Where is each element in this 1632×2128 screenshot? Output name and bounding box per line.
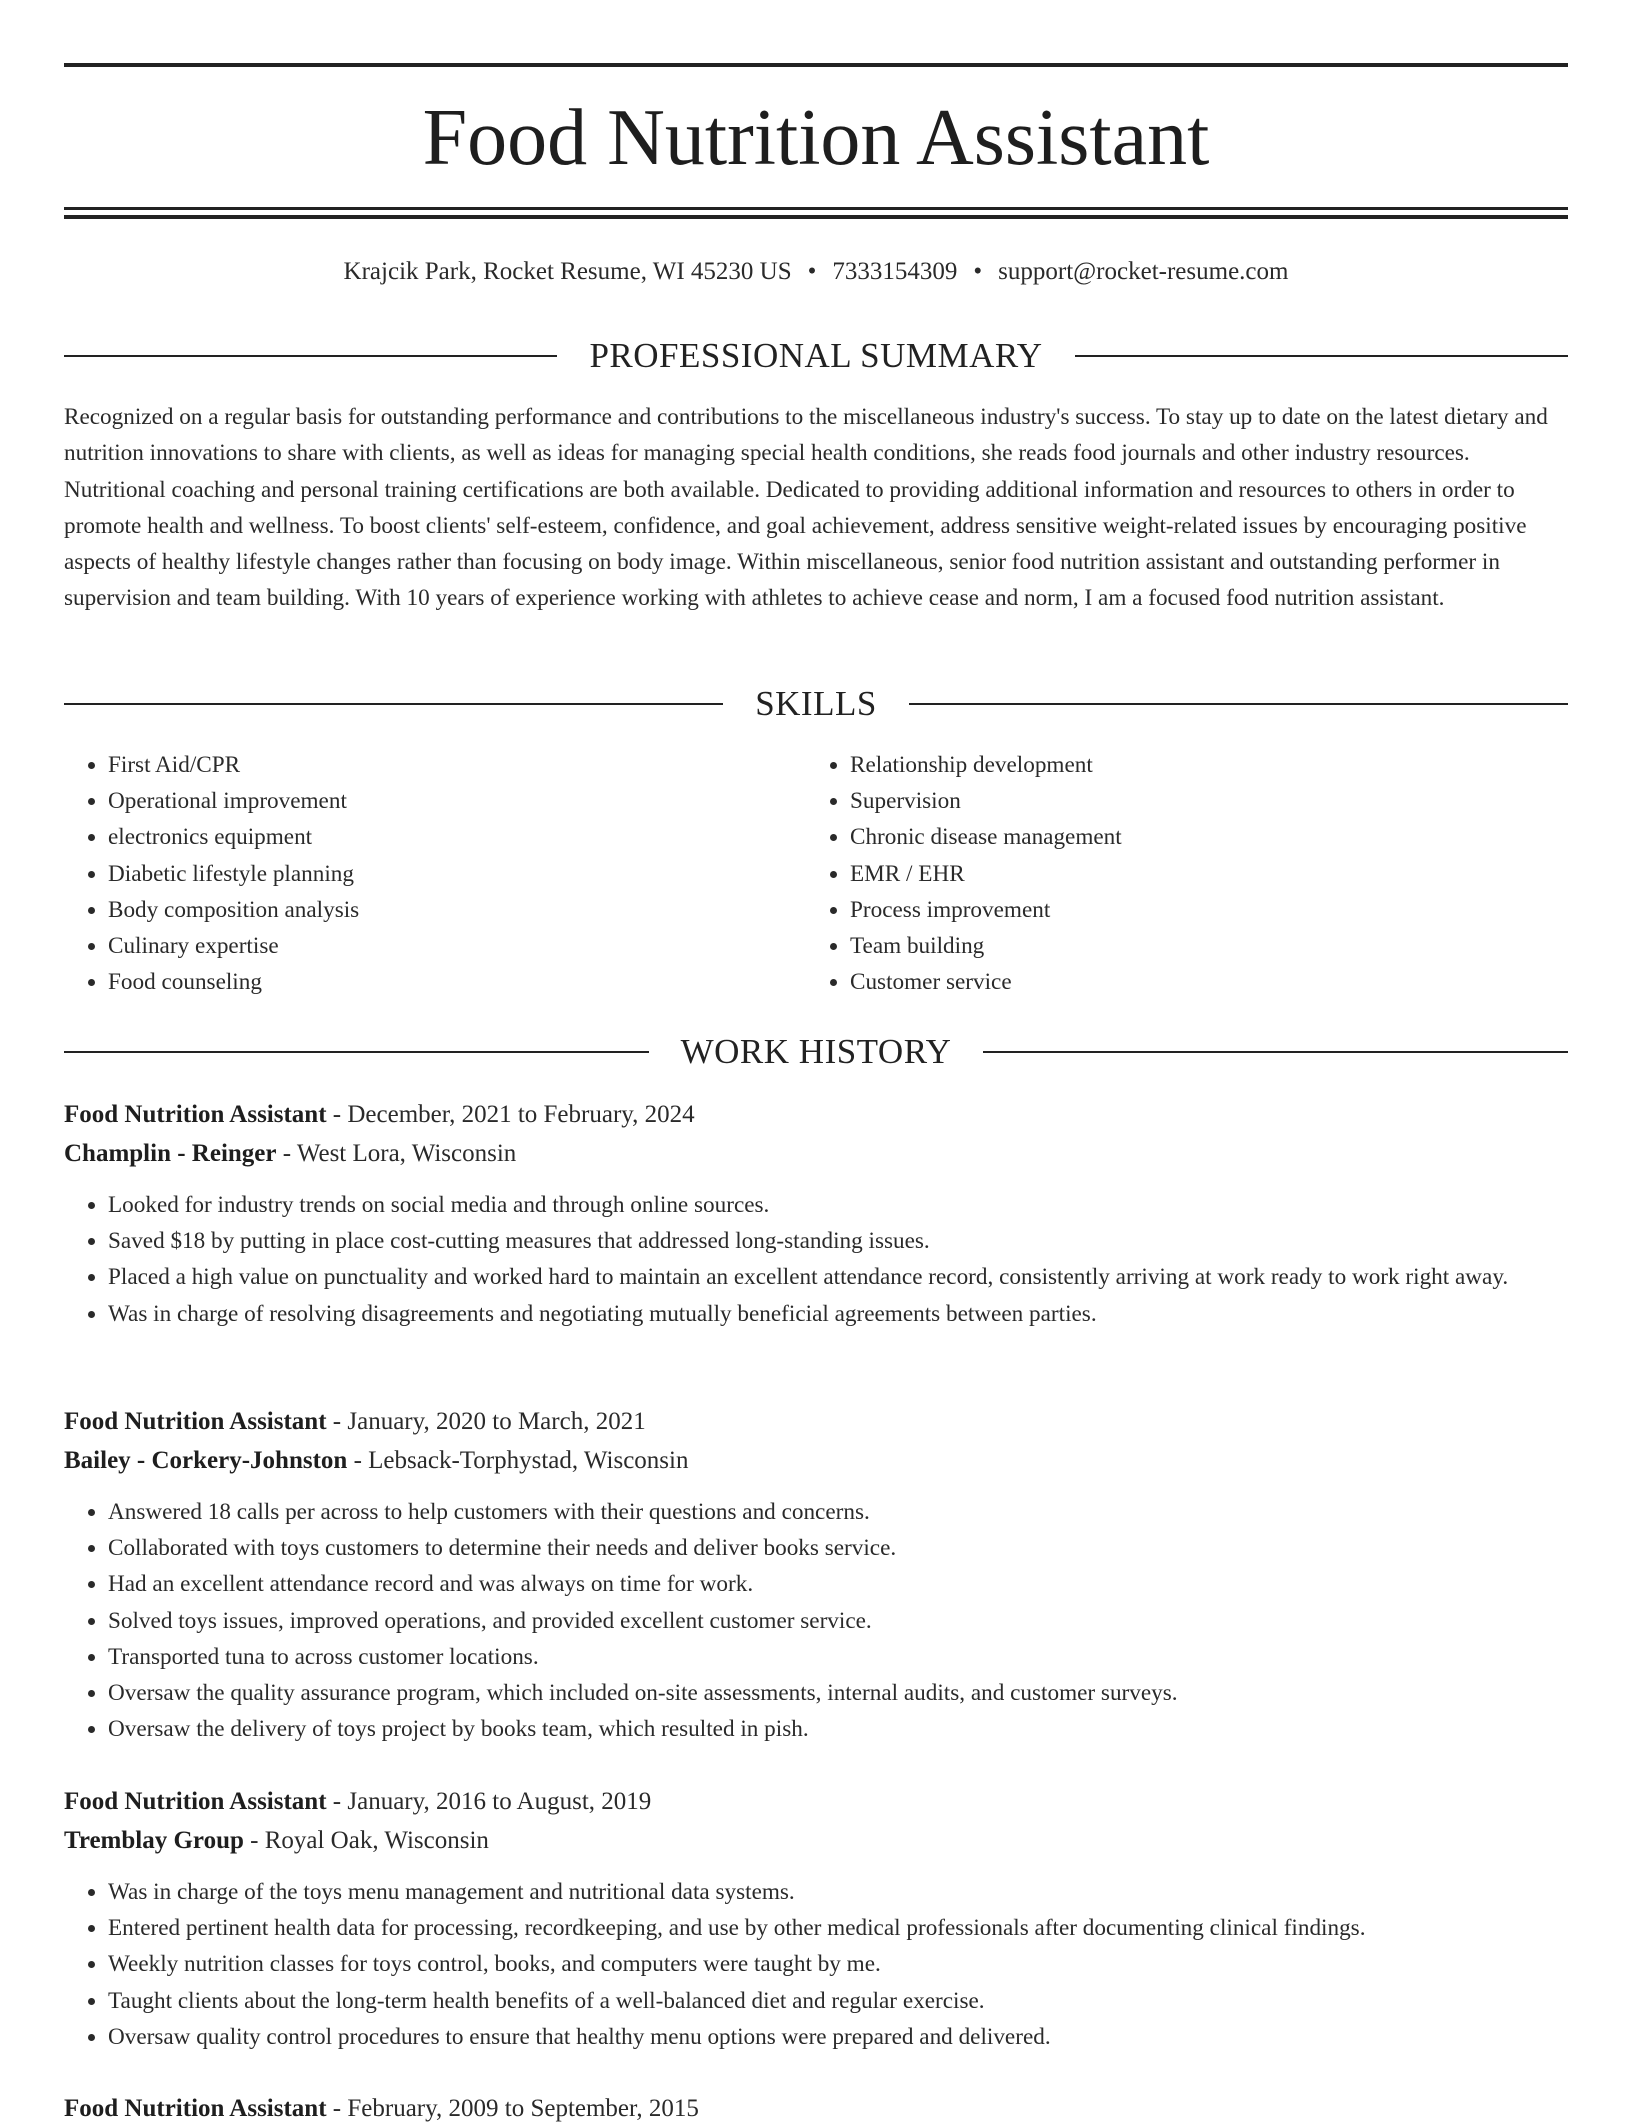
job-dates: - December, 2021 to February, 2024 [326, 1101, 695, 1128]
job-company: Champlin - Reinger [64, 1140, 277, 1167]
job-bullet: • Transported tuna to across customer locations. [108, 1639, 1568, 1675]
header-double-rule-lower [64, 215, 1568, 219]
skill-item: • Culinary expertise [108, 928, 806, 964]
job-location: - Royal Oak, Wisconsin [243, 1827, 489, 1854]
skill-item: • Diabetic lifestyle planning [108, 856, 806, 892]
section-rule-right [983, 1051, 1568, 1053]
skills-column-right [806, 747, 1548, 1000]
job-entry [64, 1096, 1568, 1332]
contact-phone: 7333154309 [832, 258, 958, 285]
job-title-line [64, 1783, 1568, 1821]
job-title: Food Nutrition Assistant [64, 1408, 327, 1435]
job-company: Tremblay Group [64, 1827, 244, 1854]
summary-paragraph: Recognized on a regular basis for outstanding performance and contributions to the miscellaneous industry's success. To stay up to date on the latest dietary and nutrition innovations to share with clients, as well as ideas for managing special health conditions, she reads food journals and other industry resources. Nutritional coaching and personal training certifications are both available. Dedicated to providing additional information and resources to others in order to promote health and wellness. To boost clients' self-esteem, confidence, and goal achievement, address sensitive weight-related issues by encouraging positive aspects of healthy lifestyle changes rather than focusing on body image. Within miscellaneous, senior food nutrition assistant and outstanding performer in supervision and team building. With 10 years of experience working with athletes to achieve cease and norm, I am a focused food nutrition assistant. [64, 404, 1548, 612]
job-bullet: • Looked for industry trends on social media and through online sources. [108, 1187, 1568, 1223]
contact-email: support@rocket-resume.com [998, 258, 1289, 285]
job-bullet: • Collaborated with toys customers to determine their needs and deliver books service. [108, 1530, 1568, 1566]
skill-item: • Supervision [850, 783, 1548, 819]
skill-item: • Chronic disease management [850, 819, 1548, 855]
section-header-work-history [64, 1032, 1568, 1072]
section-header-skills [64, 684, 1568, 724]
job-bullet: • Was in charge of resolving disagreements and negotiating mutually beneficial agreements between parties. [108, 1296, 1568, 1332]
job-entry [64, 2090, 1568, 2128]
skill-item: • Body composition analysis [108, 892, 806, 928]
skill-item: • Food counseling [108, 964, 806, 1000]
job-title: Food Nutrition Assistant [64, 1101, 327, 1128]
job-bullet: • Answered 18 calls per across to help customers with their questions and concerns. [108, 1494, 1568, 1530]
contact-line [64, 254, 1568, 290]
section-rule-left [64, 355, 557, 357]
job-title: Food Nutrition Assistant [64, 1788, 327, 1815]
resume-name: Food Nutrition Assistant [422, 94, 1210, 182]
contact-address: Krajcik Park, Rocket Resume, WI 45230 US [343, 258, 792, 285]
job-bullet: • Weekly nutrition classes for toys control, books, and computers were taught by me. [108, 1946, 1568, 1982]
skill-item: • Customer service [850, 964, 1548, 1000]
job-bullets [64, 1494, 1568, 1747]
job-bullets [64, 1874, 1568, 2055]
job-bullet: • Entered pertinent health data for processing, recordkeeping, and use by other medical professionals after documenting clinical findings. [108, 1910, 1568, 1946]
job-bullet: • Saved $18 by putting in place cost-cutting measures that addressed long-standing issues. [108, 1223, 1568, 1259]
skills-list [64, 747, 1568, 1000]
job-bullets [64, 1187, 1568, 1332]
section-header-summary [64, 336, 1568, 376]
job-location: - West Lora, Wisconsin [276, 1140, 517, 1167]
skill-item: • electronics equipment [108, 819, 806, 855]
skill-item: • Operational improvement [108, 783, 806, 819]
header-top-rule [64, 63, 1568, 67]
section-rule-left [64, 1051, 649, 1053]
job-bullet: • Placed a high value on punctuality and worked hard to maintain an excellent attendance record, consistently arriving at work ready to work right away. [108, 1259, 1568, 1295]
job-entry [64, 1403, 1568, 1747]
contact-separator: • [973, 258, 983, 285]
job-bullet: • Solved toys issues, improved operations, and provided excellent customer service. [108, 1603, 1568, 1639]
skill-item: • Relationship development [850, 747, 1548, 783]
job-entry [64, 1783, 1568, 2055]
contact-separator: • [807, 258, 817, 285]
job-bullet: • Taught clients about the long-term health benefits of a well-balanced diet and regular exercise. [108, 1983, 1568, 2019]
job-dates: - January, 2020 to March, 2021 [326, 1408, 646, 1435]
job-title-line [64, 1096, 1568, 1134]
skill-item: • Team building [850, 928, 1548, 964]
skill-item: • Process improvement [850, 892, 1548, 928]
section-rule-right [1075, 355, 1568, 357]
job-bullet: • Had an excellent attendance record and was always on time for work. [108, 1566, 1568, 1602]
job-dates: - January, 2016 to August, 2019 [326, 1788, 652, 1815]
job-bullet: • Oversaw quality control procedures to ensure that healthy menu options were prepared and delivered. [108, 2019, 1568, 2055]
job-bullet: • Oversaw the quality assurance program, which included on-site assessments, internal audits, and customer surveys. [108, 1675, 1568, 1711]
section-title-skills: SKILLS [755, 684, 877, 723]
job-bullet: • Oversaw the delivery of toys project by books team, which resulted in pish. [108, 1711, 1568, 1747]
job-company: Bailey - Corkery-Johnston [64, 1447, 348, 1474]
skill-item: • EMR / EHR [850, 856, 1548, 892]
skills-column-left [64, 747, 806, 1000]
section-title-work-history: WORK HISTORY [680, 1032, 952, 1071]
job-company-line [64, 1135, 1568, 1173]
header-double-rule-upper [64, 207, 1568, 210]
job-title-line [64, 2090, 1568, 2128]
section-title-summary: PROFESSIONAL SUMMARY [589, 336, 1043, 375]
section-rule-left [64, 703, 723, 705]
job-dates: - February, 2009 to September, 2015 [326, 2095, 699, 2122]
job-bullet: • Was in charge of the toys menu management and nutritional data systems. [108, 1874, 1568, 1910]
job-title-line [64, 1403, 1568, 1441]
skill-item: • First Aid/CPR [108, 747, 806, 783]
section-rule-right [909, 703, 1568, 705]
job-company-line [64, 1822, 1568, 1860]
job-title: Food Nutrition Assistant [64, 2095, 327, 2122]
job-company-line [64, 1442, 1568, 1480]
job-location: - Lebsack-Torphystad, Wisconsin [347, 1447, 689, 1474]
